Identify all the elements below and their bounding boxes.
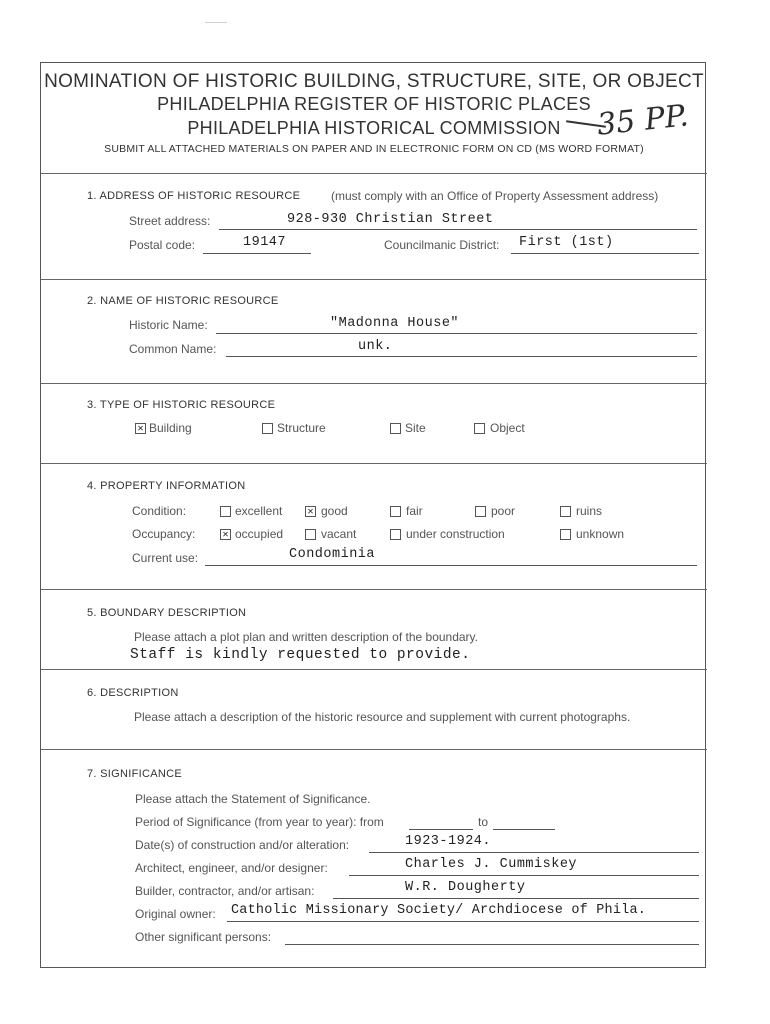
period-to-line[interactable] [493,829,555,830]
significance-instruction: Please attach the Statement of Significance. [135,792,371,806]
register-title: PHILADELPHIA REGISTER OF HISTORIC PLACES [157,94,591,114]
section-title: 3. TYPE OF HISTORIC RESOURCE [87,399,276,411]
boundary-typed-note[interactable]: Staff is kindly requested to provide. [130,647,471,663]
historic-name-line [216,333,697,334]
section-title: 5. BOUNDARY DESCRIPTION [87,607,247,619]
checkbox-unknown[interactable] [560,529,571,540]
checkbox-object[interactable] [474,423,485,434]
section-title: 7. SIGNIFICANCE [87,768,182,780]
checkbox-occupied[interactable]: ✕ [220,529,231,540]
section-boundary [41,589,707,669]
structure-label: Structure [277,421,326,435]
section-name [41,279,707,383]
unknown-label: unknown [576,527,625,541]
current-use-label: Current use: [132,551,199,565]
commission-title: PHILADELPHIA HISTORICAL COMMISSION [187,118,561,138]
builder-label: Builder, contractor, and/or artisan: [135,884,315,898]
section-significance [41,749,707,967]
address-note: (must comply with an Office of Property Assessment address) [331,189,659,203]
historic-name-label: Historic Name: [129,318,208,332]
ruins-label: ruins [576,504,603,518]
form-title: NOMINATION OF HISTORIC BUILDING, STRUCTURE, SITE, OR OBJECT [44,71,704,92]
postal-label: Postal code: [129,238,196,252]
dates-value[interactable]: 1923-1924. [405,834,492,849]
section-title: 1. ADDRESS OF HISTORIC RESOURCE [87,190,301,202]
dates-line [369,852,699,853]
checkbox-under-construction[interactable] [390,529,401,540]
other-persons-label: Other significant persons: [135,930,272,944]
fair-label: fair [406,504,423,518]
period-to-label: to [478,815,489,829]
section-type [41,383,707,463]
checkbox-good[interactable]: ✕ [305,506,316,517]
postal-value[interactable]: 19147 [243,235,287,250]
building-label: Building [149,421,192,435]
checkbox-building[interactable]: ✕ [135,423,146,434]
poor-label: poor [491,504,516,518]
section-address [41,173,707,279]
architect-value[interactable]: Charles J. Cummiskey [405,857,578,872]
checkbox-ruins[interactable] [560,506,571,517]
district-label: Councilmanic District: [384,238,500,252]
occupancy-label: Occupancy: [132,527,196,541]
condition-label: Condition: [132,504,187,518]
street-value[interactable]: 928-930 Christian Street [287,212,494,227]
period-from-line[interactable] [409,829,473,830]
page-mark [205,22,227,23]
submit-instruction: SUBMIT ALL ATTACHED MATERIALS ON PAPER AND IN ELECTRONIC FORM ON CD (MS WORD FORMAT) [104,143,644,155]
historic-name-value[interactable]: "Madonna House" [330,316,460,331]
vacant-label: vacant [321,527,357,541]
builder-line [333,898,699,899]
excellent-label: excellent [235,504,283,518]
checkbox-fair[interactable] [390,506,401,517]
under-construction-label: under construction [406,527,505,541]
street-label: Street address: [129,214,211,228]
other-persons-line[interactable] [285,944,699,945]
street-line [219,229,697,230]
section-title: 4. PROPERTY INFORMATION [87,480,246,492]
section-title: 6. DESCRIPTION [87,687,179,699]
section-property [41,463,707,589]
builder-value[interactable]: W.R. Dougherty [405,880,526,895]
description-instruction: Please attach a description of the historic resource and supplement with current photographs. [134,710,631,724]
good-label: good [321,504,348,518]
owner-label: Original owner: [135,907,216,921]
current-use-value[interactable]: Condominia [289,547,376,562]
checkbox-vacant[interactable] [305,529,316,540]
checkbox-site[interactable] [390,423,401,434]
section-description [41,669,707,749]
nomination-form [40,62,706,968]
section-title: 2. NAME OF HISTORIC RESOURCE [87,295,279,307]
boundary-instruction: Please attach a plot plan and written description of the boundary. [134,630,478,644]
postal-line [203,253,311,254]
checkbox-excellent[interactable] [220,506,231,517]
architect-line [349,875,699,876]
site-label: Site [405,421,426,435]
dates-label: Date(s) of construction and/or alteration: [135,838,350,852]
checkbox-structure[interactable] [262,423,273,434]
common-name-value[interactable]: unk. [358,339,393,354]
current-use-line [205,565,697,566]
object-label: Object [490,421,525,435]
handwritten-page-count: 35 PP. [595,98,691,143]
occupied-label: occupied [235,527,284,541]
period-label: Period of Significance (from year to year): from [135,815,384,829]
owner-value[interactable]: Catholic Missionary Society/ Archdiocese of Phila. [231,903,647,918]
owner-line [227,921,699,922]
checkbox-poor[interactable] [475,506,486,517]
common-name-label: Common Name: [129,342,217,356]
district-line [511,253,699,254]
common-name-line [226,356,697,357]
architect-label: Architect, engineer, and/or designer: [135,861,328,875]
district-value[interactable]: First (1st) [519,235,614,250]
